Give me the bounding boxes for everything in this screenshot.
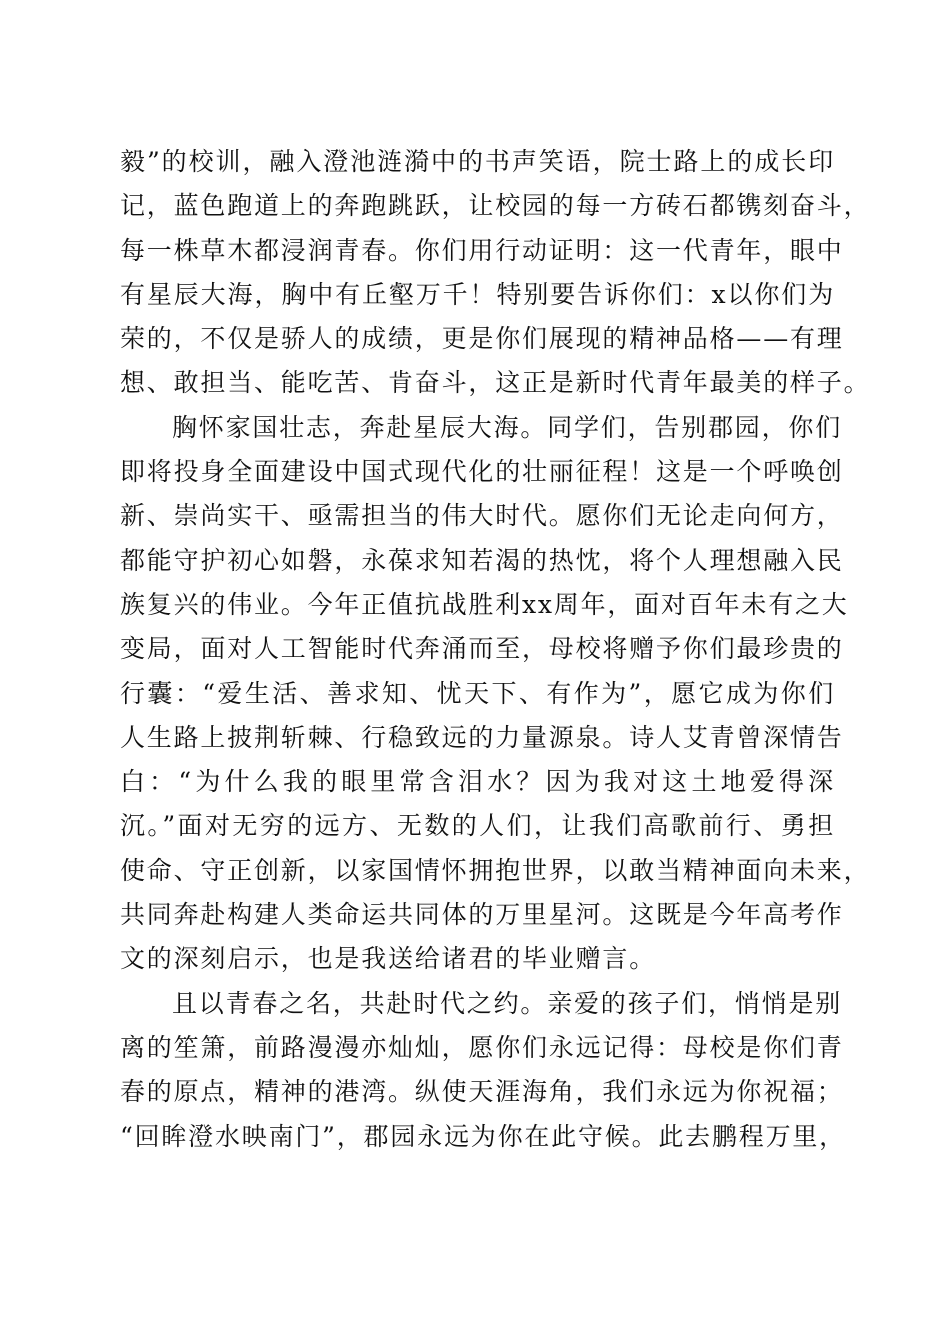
text-line: 新、崇尚实干、亟需担当的伟大时代。愿你们无论走向何方，: [120, 501, 844, 531]
text-line: 有星辰大海，胸中有丘壑万千！特别要告诉你们：x以你们为: [120, 279, 835, 309]
text-line: 白：“为什么我的眼里常含泪水？因为我对这土地爱得深: [120, 767, 835, 797]
text-line: 想、敢担当、能吃苦、肯奋斗，这正是新时代青年最美的样子。: [120, 368, 871, 398]
text-line: 文的深刻启示，也是我送给诸君的毕业赠言。: [120, 944, 657, 974]
text-line: 使命、守正创新，以家国情怀拥抱世界，以敢当精神面向未来，: [120, 855, 871, 885]
text-line: 每一株草木都浸润青春。你们用行动证明：这一代青年，眼中: [120, 235, 844, 265]
text-line: 荣的，不仅是骄人的成绩，更是你们展现的精神品格——有理: [120, 324, 844, 354]
text-line: 离的笙箫，前路漫漫亦灿灿，愿你们永远记得：母校是你们青: [120, 1032, 844, 1062]
paragraph-3: [120, 982, 846, 1159]
text-line: 沉。”面对无穷的远方、无数的人们，让我们高歌前行、勇担: [120, 811, 835, 841]
text-line: 毅”的校训，融入澄池涟漪中的书声笑语，院士路上的成长印: [120, 147, 835, 176]
text-line: 即将投身全面建设中国式现代化的壮丽征程！这是一个呼唤创: [120, 457, 844, 487]
text-line: 记，蓝色跑道上的奔跑跳跃，让校园的每一方砖石都镌刻奋斗，: [120, 191, 871, 221]
text-line: 且以青春之名，共赴时代之约。亲爱的孩子们，悄悄是别: [172, 988, 843, 1018]
text-line: “回眸澄水映南门”，郡园永远为你在此守候。此去鹏程万里，: [120, 1121, 846, 1151]
body-text: [120, 140, 871, 1159]
text-line: 胸怀家国壮志，奔赴星辰大海。同学们，告别郡园，你们: [172, 412, 843, 442]
text-line: 共同奔赴构建人类命运共同体的万里星河。这既是今年高考作: [120, 900, 844, 930]
text-line: 行囊：“爱生活、善求知、忧天下、有作为”，愿它成为你们: [120, 678, 835, 708]
text-line: 人生路上披荆斩棘、行稳致远的力量源泉。诗人艾青曾深情告: [120, 722, 844, 752]
text-line: 都能守护初心如磐，永葆求知若渴的热忱，将个人理想融入民: [120, 545, 844, 575]
text-line: 族复兴的伟业。今年正值抗战胜利xx周年，面对百年未有之大: [120, 589, 849, 619]
text-line: 变局，面对人工智能时代奔涌而至，母校将赠予你们最珍贵的: [120, 634, 844, 664]
paragraph-1: [120, 140, 871, 406]
paragraph-2: [120, 406, 871, 982]
text-line: 春的原点，精神的港湾。纵使天涯海角，我们永远为你祝福；: [120, 1077, 844, 1107]
